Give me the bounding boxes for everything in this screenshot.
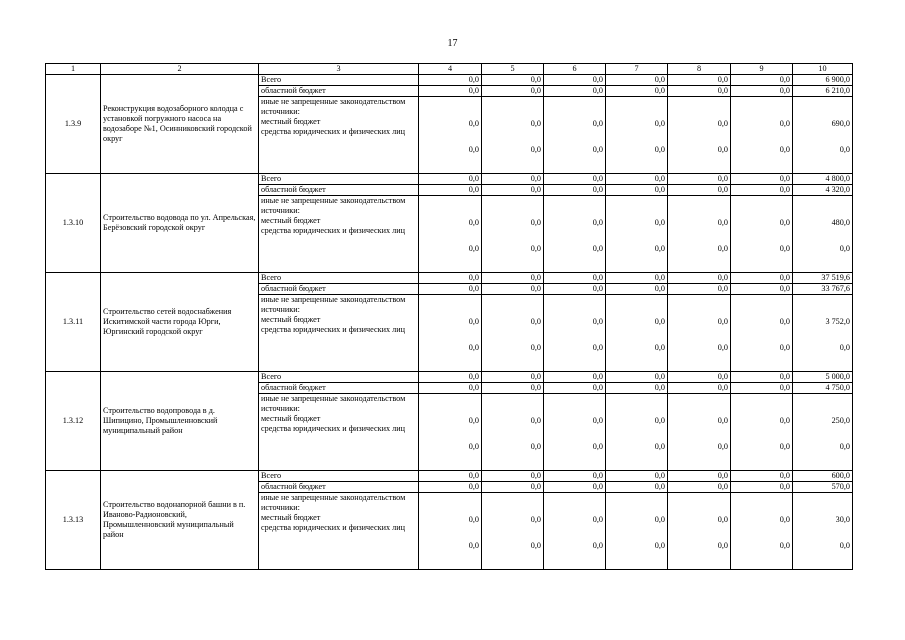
legal-value: 0,0 [530,244,541,253]
source-regional-label: областной бюджет [259,383,419,394]
source-other_title-label: иные не запрещенные законодательством источники: [261,394,406,413]
total-value: 0,0 [606,372,668,383]
source-legal-label: средства юридических и физических лиц [261,424,405,433]
legal-value: 0,0 [592,244,603,253]
column-header: 5 [482,64,544,75]
source-other_title-label: иные не запрещенные законодательством источники: [261,295,406,314]
item-code: 1.3.9 [46,75,101,174]
legal-value: 0,0 [654,343,665,352]
local-value: 0,0 [468,218,479,227]
total-value: 0,0 [482,372,544,383]
regional-value: 0,0 [731,86,793,97]
legal-value: 0,0 [839,343,850,352]
local-value: 0,0 [530,218,541,227]
regional-value: 0,0 [482,284,544,295]
total-value: 5 000,0 [793,372,853,383]
source-regional-label: областной бюджет [259,86,419,97]
regional-value: 0,0 [419,185,482,196]
source-total-label: Всего [259,471,419,482]
other-sources-values [731,97,793,174]
item-name: Строительство водонапорной башни в п. Иваново-Радионовский, Промышленновский муниципальный район [101,471,259,570]
local-value: 0,0 [468,119,479,128]
total-value: 0,0 [606,471,668,482]
local-value: 0,0 [530,515,541,524]
total-value: 0,0 [482,174,544,185]
other-sources-values [544,493,606,570]
local-value: 0,0 [717,515,728,524]
total-value: 0,0 [606,75,668,86]
legal-value: 0,0 [530,442,541,451]
source-local-label: местный бюджет [261,216,321,225]
column-header: 4 [419,64,482,75]
total-value: 6 900,0 [793,75,853,86]
column-header: 6 [544,64,606,75]
regional-value: 0,0 [668,86,731,97]
legal-value: 0,0 [779,343,790,352]
regional-value: 0,0 [731,185,793,196]
local-value: 480,0 [831,218,850,227]
local-value: 0,0 [592,515,603,524]
total-value: 0,0 [544,75,606,86]
source-legal-label: средства юридических и физических лиц [261,523,405,532]
local-value: 0,0 [779,416,790,425]
column-header: 8 [668,64,731,75]
source-legal-label: средства юридических и физических лиц [261,325,405,334]
source-other_title-label: иные не запрещенные законодательством источники: [261,196,406,215]
total-value: 0,0 [419,75,482,86]
legal-value: 0,0 [717,442,728,451]
regional-value: 0,0 [606,86,668,97]
regional-value: 0,0 [482,185,544,196]
regional-value: 0,0 [668,185,731,196]
column-header: 1 [46,64,101,75]
total-value: 600,0 [793,471,853,482]
legal-value: 0,0 [654,145,665,154]
column-header: 3 [259,64,419,75]
local-value: 0,0 [717,218,728,227]
other-sources-values [482,394,544,471]
other-sources-values [482,196,544,273]
total-value: 0,0 [482,471,544,482]
source-total-label: Всего [259,273,419,284]
local-value: 0,0 [468,416,479,425]
total-value: 0,0 [544,372,606,383]
legal-value: 0,0 [717,343,728,352]
total-value: 0,0 [668,471,731,482]
other-sources-values [668,394,731,471]
other-sources-values [668,196,731,273]
regional-value: 0,0 [668,482,731,493]
other-sources-values [482,295,544,372]
other-sources-values [606,196,668,273]
other-sources-values [419,394,482,471]
other-sources-values [544,295,606,372]
total-value: 0,0 [606,273,668,284]
source-regional-label: областной бюджет [259,482,419,493]
legal-value: 0,0 [468,343,479,352]
other-sources-values [544,196,606,273]
item-name: Реконструкция водозаборного колодца с установкой погружного насоса на водозаборе №1, Осинниковский городской округ [101,75,259,174]
total-value: 0,0 [731,75,793,86]
other-sources-values [668,97,731,174]
total-value: 37 519,6 [793,273,853,284]
table-row [46,174,853,185]
local-value: 0,0 [717,317,728,326]
other-sources-values [544,394,606,471]
local-value: 0,0 [468,515,479,524]
legal-value: 0,0 [468,145,479,154]
regional-value: 0,0 [606,383,668,394]
table-body [46,64,853,570]
total-value: 0,0 [731,471,793,482]
regional-value: 0,0 [668,383,731,394]
regional-value: 0,0 [731,482,793,493]
other-sources-values [606,97,668,174]
other-sources-values [482,493,544,570]
column-header: 9 [731,64,793,75]
local-value: 0,0 [779,515,790,524]
other-sources-values [419,493,482,570]
source-other_title-label: иные не запрещенные законодательством источники: [261,493,406,512]
regional-value: 4 320,0 [793,185,853,196]
legal-value: 0,0 [530,145,541,154]
regional-value: 0,0 [419,482,482,493]
other-sources-values [668,493,731,570]
regional-value: 0,0 [482,383,544,394]
table-row [46,372,853,383]
local-value: 0,0 [592,317,603,326]
legal-value: 0,0 [592,343,603,352]
column-header: 10 [793,64,853,75]
other-sources-values [731,196,793,273]
legal-value: 0,0 [839,442,850,451]
legal-value: 0,0 [654,541,665,550]
regional-value: 0,0 [419,284,482,295]
total-value: 0,0 [419,273,482,284]
regional-value: 0,0 [544,185,606,196]
source-other-cell [259,295,419,372]
legal-value: 0,0 [779,442,790,451]
other-sources-values [731,493,793,570]
source-legal-label: средства юридических и физических лиц [261,226,405,235]
source-regional-label: областной бюджет [259,185,419,196]
source-other-cell [259,196,419,273]
item-code: 1.3.10 [46,174,101,273]
local-value: 0,0 [654,317,665,326]
local-value: 0,0 [654,119,665,128]
local-value: 0,0 [592,218,603,227]
other-sources-values [731,295,793,372]
total-value: 4 800,0 [793,174,853,185]
other-sources-values [668,295,731,372]
item-name: Строительство водовода по ул. Апрельская, Берёзовский городской округ [101,174,259,273]
total-value: 0,0 [482,75,544,86]
legal-value: 0,0 [779,541,790,550]
other-sources-values [606,493,668,570]
local-value: 250,0 [831,416,850,425]
local-value: 0,0 [779,218,790,227]
source-local-label: местный бюджет [261,315,321,324]
source-other-cell [259,394,419,471]
legal-value: 0,0 [779,145,790,154]
legal-value: 0,0 [654,442,665,451]
legal-value: 0,0 [530,541,541,550]
local-value: 0,0 [654,416,665,425]
item-code: 1.3.13 [46,471,101,570]
budget-table [45,63,853,570]
regional-value: 0,0 [544,482,606,493]
local-value: 3 752,0 [825,317,850,326]
regional-value: 570,0 [793,482,853,493]
legal-value: 0,0 [592,442,603,451]
regional-value: 0,0 [482,482,544,493]
legal-value: 0,0 [654,244,665,253]
item-name: Строительство сетей водоснабжения Искитимской части города Юрги, Юргинский городской округ [101,273,259,372]
legal-value: 0,0 [717,244,728,253]
source-total-label: Всего [259,372,419,383]
total-value: 0,0 [544,471,606,482]
source-legal-label: средства юридических и физических лиц [261,127,405,136]
regional-value: 33 767,6 [793,284,853,295]
item-code: 1.3.12 [46,372,101,471]
other-sources-values [793,97,853,174]
page-number: 17 [447,38,458,49]
total-value: 0,0 [668,273,731,284]
total-value: 0,0 [419,174,482,185]
legal-value: 0,0 [839,541,850,550]
legal-value: 0,0 [839,145,850,154]
total-value: 0,0 [731,372,793,383]
regional-value: 6 210,0 [793,86,853,97]
regional-value: 0,0 [731,383,793,394]
table-row [46,471,853,482]
source-local-label: местный бюджет [261,117,321,126]
regional-value: 0,0 [606,284,668,295]
regional-value: 0,0 [668,284,731,295]
legal-value: 0,0 [779,244,790,253]
total-value: 0,0 [544,273,606,284]
other-sources-values [419,196,482,273]
total-value: 0,0 [668,75,731,86]
source-local-label: местный бюджет [261,414,321,423]
legal-value: 0,0 [717,145,728,154]
other-sources-values [419,97,482,174]
legal-value: 0,0 [468,541,479,550]
local-value: 0,0 [779,119,790,128]
column-header: 7 [606,64,668,75]
other-sources-values [793,394,853,471]
legal-value: 0,0 [717,541,728,550]
total-value: 0,0 [731,273,793,284]
other-sources-values [419,295,482,372]
regional-value: 0,0 [544,284,606,295]
regional-value: 0,0 [419,383,482,394]
local-value: 0,0 [468,317,479,326]
table-row [46,75,853,86]
total-value: 0,0 [419,372,482,383]
item-code: 1.3.11 [46,273,101,372]
column-header-row [46,64,853,75]
local-value: 0,0 [592,119,603,128]
legal-value: 0,0 [468,442,479,451]
legal-value: 0,0 [592,145,603,154]
source-other-cell [259,97,419,174]
local-value: 0,0 [717,416,728,425]
local-value: 0,0 [530,416,541,425]
total-value: 0,0 [668,174,731,185]
item-name: Строительство водопровода в д. Шипицино, Промышленновский муниципальный район [101,372,259,471]
total-value: 0,0 [606,174,668,185]
regional-value: 0,0 [544,86,606,97]
legal-value: 0,0 [468,244,479,253]
source-total-label: Всего [259,75,419,86]
regional-value: 0,0 [606,185,668,196]
total-value: 0,0 [544,174,606,185]
source-other-cell [259,493,419,570]
regional-value: 4 750,0 [793,383,853,394]
local-value: 0,0 [530,119,541,128]
total-value: 0,0 [482,273,544,284]
other-sources-values [793,295,853,372]
legal-value: 0,0 [839,244,850,253]
local-value: 690,0 [831,119,850,128]
local-value: 0,0 [530,317,541,326]
total-value: 0,0 [731,174,793,185]
source-local-label: местный бюджет [261,513,321,522]
source-other_title-label: иные не запрещенные законодательством источники: [261,97,406,116]
source-regional-label: областной бюджет [259,284,419,295]
regional-value: 0,0 [606,482,668,493]
other-sources-values [606,394,668,471]
source-total-label: Всего [259,174,419,185]
local-value: 0,0 [654,218,665,227]
local-value: 0,0 [654,515,665,524]
regional-value: 0,0 [544,383,606,394]
other-sources-values [793,196,853,273]
other-sources-values [731,394,793,471]
total-value: 0,0 [668,372,731,383]
regional-value: 0,0 [419,86,482,97]
other-sources-values [793,493,853,570]
local-value: 0,0 [592,416,603,425]
other-sources-values [606,295,668,372]
other-sources-values [482,97,544,174]
local-value: 0,0 [717,119,728,128]
regional-value: 0,0 [731,284,793,295]
table-row [46,273,853,284]
legal-value: 0,0 [592,541,603,550]
column-header: 2 [101,64,259,75]
total-value: 0,0 [419,471,482,482]
legal-value: 0,0 [530,343,541,352]
local-value: 0,0 [779,317,790,326]
local-value: 30,0 [835,515,850,524]
other-sources-values [544,97,606,174]
regional-value: 0,0 [482,86,544,97]
